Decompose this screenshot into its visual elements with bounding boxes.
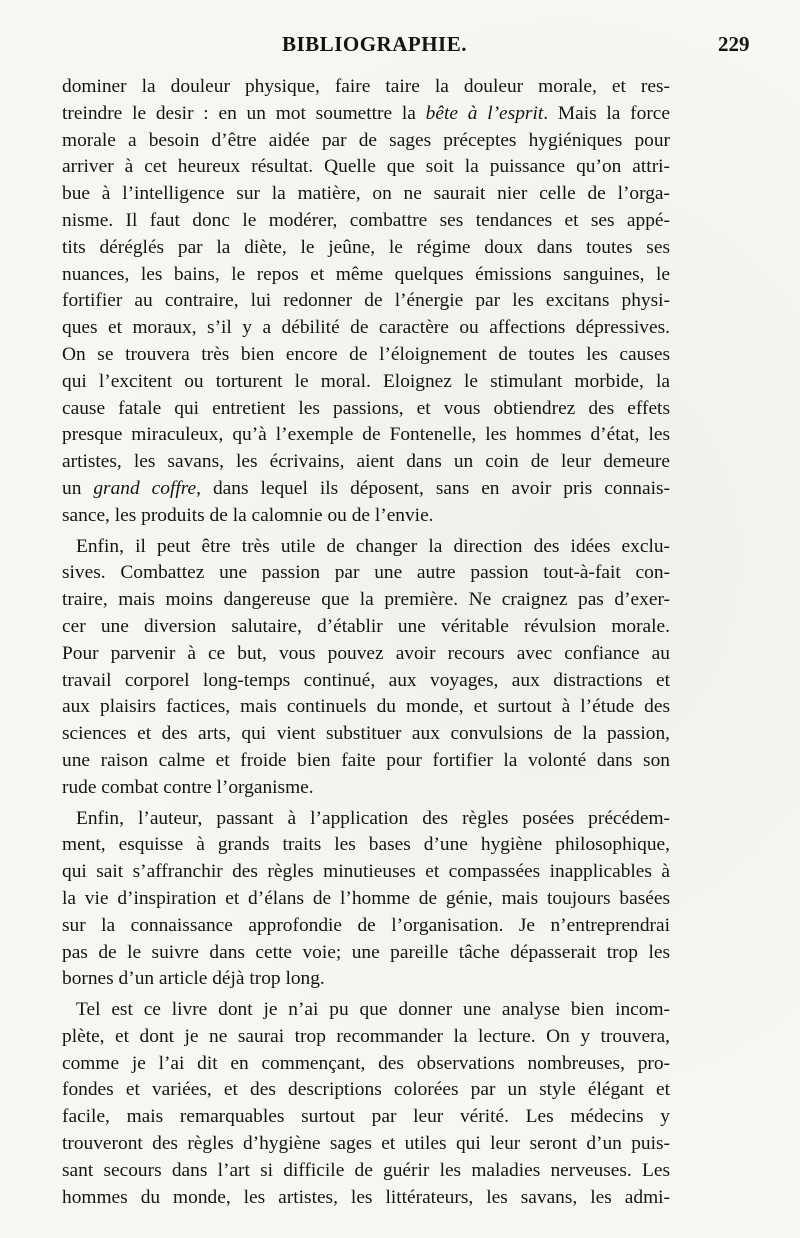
text-line: morale a besoin d’être aidée par de sages préceptes hygiéniques pour: [62, 129, 670, 151]
page-number: 229: [718, 32, 750, 56]
text-line: ment, esquisse à grands traits les bases d’une hygiène philosophique,: [62, 834, 670, 856]
text-line: nisme. Il faut donc le modérer, combattre ses tendances et ses appé-: [62, 209, 670, 231]
text-line: qui l’excitent ou torturent le moral. Eloignez le stimulant morbide, la: [62, 370, 670, 392]
text-line: sant secours dans l’art si difficile de guérir les maladies nerveuses. Les: [62, 1159, 670, 1181]
paragraph-1: [62, 74, 670, 530]
text-line: comme je l’ai dit en commençant, des observations nombreuses, pro-: [62, 1052, 670, 1074]
text-line: Pour parvenir à ce but, vous pouvez avoir recours avec confiance au: [62, 642, 670, 664]
text-line: traire, mais moins dangereuse que la première. Ne craignez pas d’exer-: [62, 589, 670, 611]
text-line: bue à l’intelligence sur la matière, on ne saurait nier celle de l’orga-: [62, 183, 670, 205]
page-header: [0, 30, 800, 62]
text-line: Tel est ce livre dont je n’ai pu que donner une analyse bien incom-: [76, 999, 670, 1021]
text-line: ques et moraux, s’il y a débilité de caractère ou affections dépressives.: [62, 317, 670, 339]
text-line: sur la connaissance approfondie de l’organisation. Je n’entreprendrai: [62, 914, 670, 936]
text-line: qui sait s’affranchir des règles minutieuses et compassées inapplicables à: [62, 861, 670, 883]
text-line: rude combat contre l’organisme.: [62, 776, 314, 798]
text-line: sance, les produits de la calomnie ou de l’envie.: [62, 504, 434, 526]
italic-phrase: grand coffre: [93, 477, 197, 499]
text-line: facile, mais remarquables surtout par leur vérité. Les médecins y: [62, 1106, 670, 1128]
text-line: arriver à cet heureux résultat. Quelle que soit la puissance qu’on attri-: [62, 156, 670, 178]
text-line: Enfin, il peut être très utile de changer la direction des idées exclu-: [76, 535, 670, 557]
text-line: un grand coffre, dans lequel ils déposent, sans en avoir pris connais-: [62, 477, 670, 499]
text-line: tits déréglés par la diète, le jeûne, le régime doux dans toutes ses: [62, 236, 670, 258]
text-line: une raison calme et froide bien faite pour fortifier la volonté dans son: [62, 749, 670, 771]
text-line: dominer la douleur physique, faire taire la douleur morale, et res-: [62, 76, 670, 97]
text-line: nuances, les bains, le repos et même quelques émissions sanguines, le: [62, 263, 670, 285]
text-line: hommes du monde, les artistes, les littérateurs, les savans, les admi-: [62, 1186, 670, 1208]
text-line: cer une diversion salutaire, d’établir une véritable révulsion morale.: [62, 615, 670, 637]
running-head: BIBLIOGRAPHIE.: [282, 32, 467, 56]
text-line: aux plaisirs factices, mais continuels du monde, et surtout à l’étude des: [62, 696, 670, 718]
text-line: sciences et des arts, qui vient substituer aux convulsions de la passion,: [62, 723, 670, 745]
paragraph-2: [62, 534, 670, 802]
body-text: [62, 74, 670, 1211]
text-line: pas de le suivre dans cette voie; une pareille tâche dépasserait trop les: [62, 941, 670, 963]
text-line: presque miraculeux, qu’à l’exemple de Fontenelle, les hommes d’état, les: [62, 424, 670, 446]
italic-phrase: bête à l’esprit: [425, 102, 544, 124]
text-line: trouveront des règles d’hygiène sages et utiles qui leur seront d’un puis-: [62, 1133, 670, 1155]
text-line: artistes, les savans, les écrivains, aient dans un coin de leur demeure: [62, 451, 670, 473]
paragraph-3: [62, 806, 670, 994]
text-line: bornes d’un article déjà trop long.: [62, 968, 325, 990]
text-line: fortifier au contraire, lui redonner de l’énergie par les excitans physi-: [62, 290, 670, 312]
text-line: fondes et variées, et des descriptions colorées par un style élégant et: [62, 1079, 670, 1101]
text-line: On se trouvera très bien encore de l’éloignement de toutes les causes: [62, 343, 670, 365]
text-line: travail corporel long-temps continué, aux voyages, aux distractions et: [62, 669, 670, 691]
text-line: treindre le desir : en un mot soumettre la bête à l’esprit. Mais la force: [62, 102, 670, 124]
text-line: sives. Combattez une passion par une autre passion tout-à-fait con-: [62, 562, 670, 584]
paragraph-4: [62, 997, 670, 1211]
text-line: plète, et dont je ne saurai trop recommander la lecture. On y trouvera,: [62, 1025, 670, 1047]
text-line: cause fatale qui entretient les passions, et vous obtiendrez des effets: [62, 397, 670, 419]
text-line: Enfin, l’auteur, passant à l’application des règles posées précédem-: [76, 807, 670, 829]
text-line: la vie d’inspiration et d’élans de l’homme de génie, mais toujours basées: [62, 887, 670, 909]
